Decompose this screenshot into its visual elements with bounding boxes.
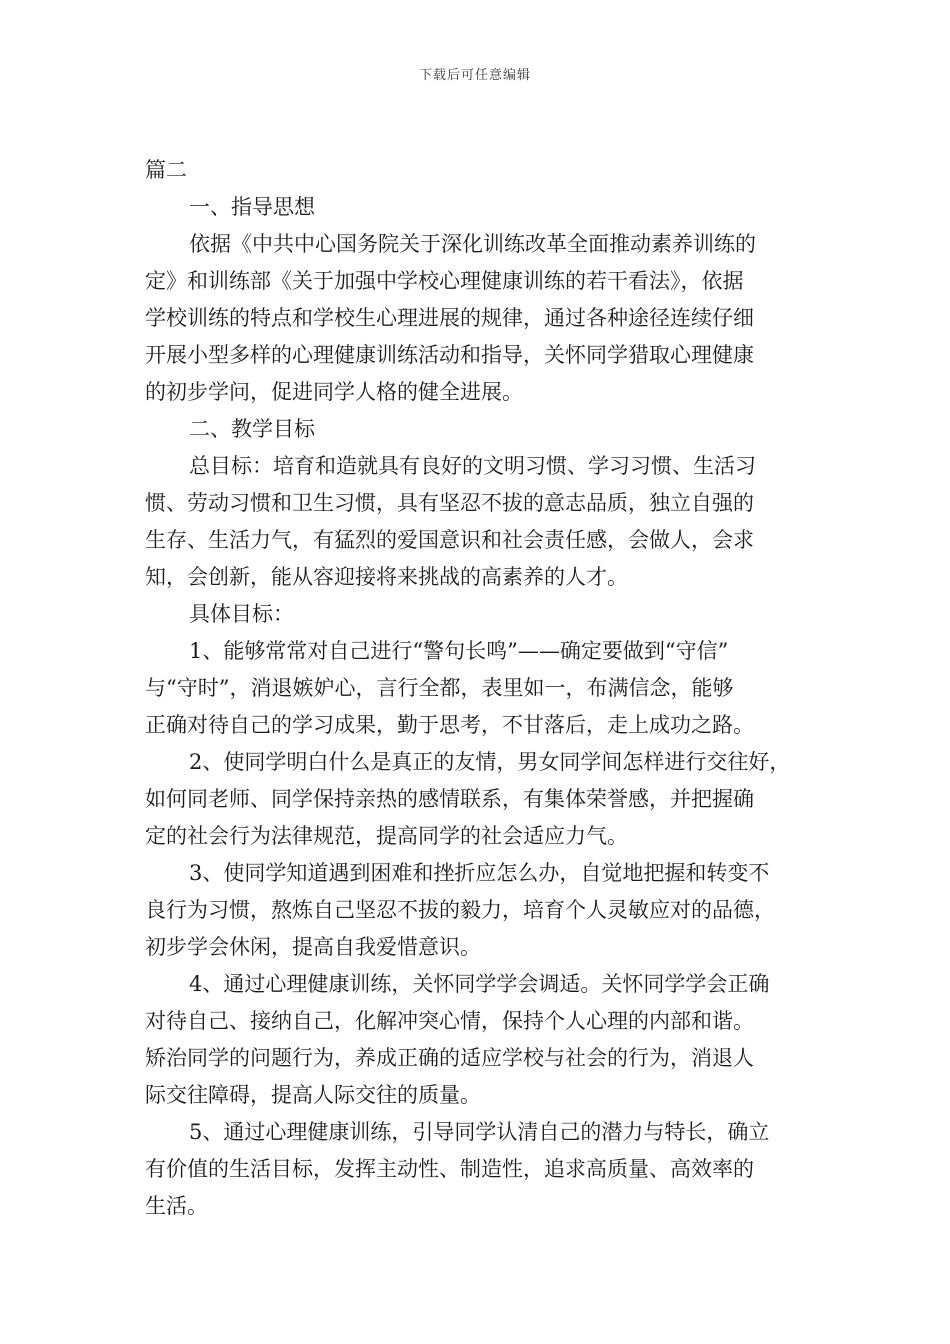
text-line: 初步学会休闲，提高自我爱惜意识。: [145, 935, 481, 959]
text-line: 二、教学目标: [189, 417, 315, 441]
text-line: 定的社会行为法律规范，提高同学的社会适应力气。: [145, 824, 628, 848]
text-line: 定》和训练部《关于加强中学校心理健康训练的若干看法》，依据: [145, 269, 744, 293]
text-line: 对待自己、接纳自己，化解冲突心情，保持个人心理的内部和谐。: [145, 1009, 754, 1033]
text-line: 2、使同学明白什么是真正的友情，男女同学间怎样进行交往好，: [189, 750, 791, 774]
text-line: 正确对待自己的学习成果，勤于思考，不甘落后，走上成功之路。: [145, 713, 754, 737]
text-line: 惯、劳动习惯和卫生习惯，具有坚忍不拔的意志品质，独立自强的: [145, 491, 754, 515]
text-line: 良行为习惯，熬炼自己坚忍不拔的毅力，培育个人灵敏应对的品德，: [145, 898, 775, 922]
text-line: 的初步学问，促进同学人格的健全进展。: [145, 380, 523, 404]
text-line: 1、能够常常对自己进行“警句长鸣”——确定要做到“守信”: [189, 639, 729, 663]
document-body: [145, 152, 810, 1225]
text-line: 总目标：培育和造就具有良好的文明习惯、学习习惯、生活习: [189, 454, 756, 478]
text-line: 具体目标：: [189, 602, 294, 626]
page-header: 下载后可任意编辑: [418, 68, 531, 83]
text-line: 3、使同学知道遇到困难和挫折应怎么办，自觉地把握和转变不: [189, 861, 770, 885]
text-line: 一、指导思想: [189, 195, 315, 219]
text-line: 有价值的生活目标，发挥主动性、制造性，追求高质量、高效率的: [145, 1157, 754, 1181]
text-line: 4、通过心理健康训练，关怀同学学会调适。关怀同学学会正确: [189, 972, 770, 996]
text-line: 5、通过心理健康训练，引导同学认清自己的潜力与特长，确立: [189, 1120, 770, 1144]
document-title: 篇二: [145, 158, 187, 182]
text-line: 际交往障碍，提高人际交往的质量。: [145, 1083, 481, 1107]
text-line: 知，会创新，能从容迎接将来挑战的高素养的人才。: [145, 565, 628, 589]
text-line: 矫治同学的问题行为，养成正确的适应学校与社会的行为，消退人: [145, 1046, 754, 1070]
text-line: 依据《中共中心国务院关于深化训练改革全面推动素养训练的: [189, 232, 756, 256]
text-line: 学校训练的特点和学校生心理进展的规律，通过各种途径连续仔细: [145, 306, 754, 330]
text-line: 开展小型多样的心理健康训练活动和指导，关怀同学猎取心理健康: [145, 343, 754, 367]
text-line: 生存、生活力气，有猛烈的爱国意识和社会责任感，会做人，会求: [145, 528, 754, 552]
text-line: 生活。: [145, 1194, 208, 1218]
text-line: 与“守时”，消退嫉妒心，言行全都，表里如一，布满信念，能够: [145, 676, 734, 700]
text-line: 如何同老师、同学保持亲热的感情联系，有集体荣誉感，并把握确: [145, 787, 754, 811]
